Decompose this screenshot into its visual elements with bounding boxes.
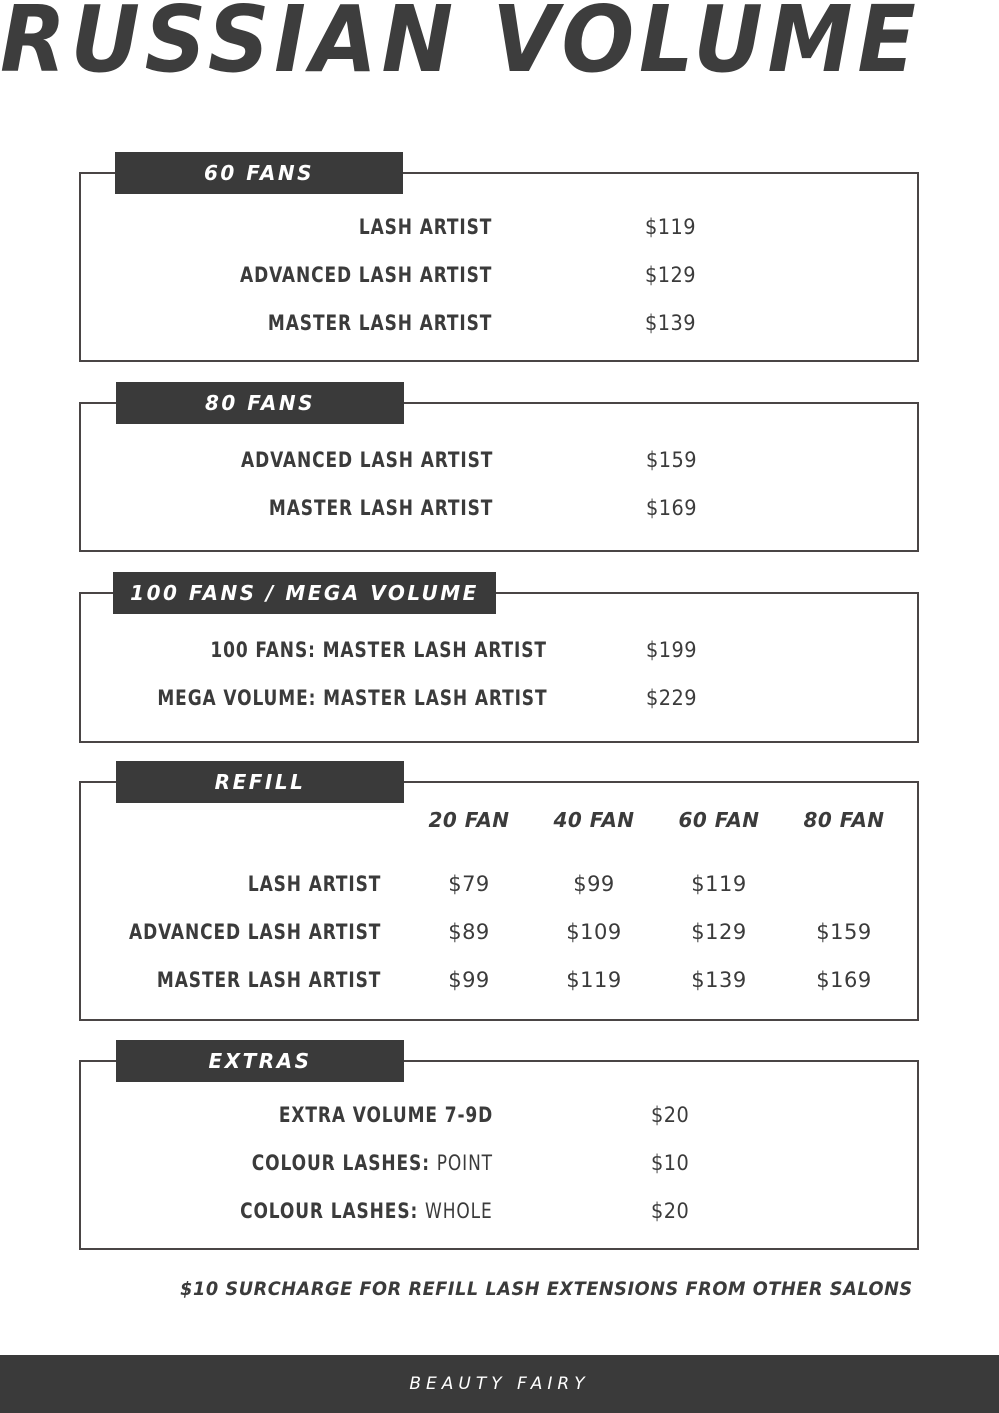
row-label: COLOUR LASHES: WHOLE: [240, 1199, 493, 1223]
row-price: $10: [651, 1151, 690, 1175]
tab-refill: REFILL: [116, 761, 404, 803]
footer-brand: BEAUTY FAIRY: [0, 1355, 999, 1413]
row-label: ADVANCED LASH ARTIST: [128, 920, 381, 944]
row-label: 100 FANS: MASTER LASH ARTIST: [210, 638, 547, 662]
row-label: ADVANCED LASH ARTIST: [240, 448, 493, 472]
refill-price: $169: [816, 968, 872, 992]
section-80-fans: [79, 402, 919, 552]
row-price: $139: [645, 311, 697, 335]
refill-price: $139: [691, 968, 747, 992]
surcharge-note: $10 SURCHARGE FOR REFILL LASH EXTENSIONS FROM OTHER SALONS: [180, 1278, 913, 1300]
row-price: $20: [651, 1103, 690, 1127]
row-price: $229: [646, 686, 698, 710]
section-60-fans: [79, 172, 919, 362]
refill-price: $99: [448, 968, 490, 992]
row-label: LASH ARTIST: [358, 215, 492, 239]
row-label: COLOUR LASHES: POINT: [251, 1151, 493, 1175]
row-label: MASTER LASH ARTIST: [268, 496, 493, 520]
page-title: RUSSIAN VOLUME: [0, 0, 921, 93]
refill-price: $109: [566, 920, 622, 944]
refill-price: $79: [448, 872, 490, 896]
row-price: $119: [645, 215, 697, 239]
row-price: $159: [646, 448, 698, 472]
refill-price: $99: [573, 872, 615, 896]
refill-price: $119: [691, 872, 747, 896]
row-price: $199: [646, 638, 698, 662]
row-label: ADVANCED LASH ARTIST: [239, 263, 492, 287]
tab-60-fans: 60 FANS: [115, 152, 403, 194]
row-price: $169: [646, 496, 698, 520]
row-label: MASTER LASH ARTIST: [267, 311, 492, 335]
refill-column-header: 60 FAN: [678, 808, 760, 832]
row-label: MASTER LASH ARTIST: [156, 968, 381, 992]
refill-column-header: 80 FAN: [803, 808, 885, 832]
refill-price: $129: [691, 920, 747, 944]
tab-extras: EXTRAS: [116, 1040, 404, 1082]
refill-column-header: 20 FAN: [428, 808, 510, 832]
section-mega-volume: [79, 592, 919, 743]
row-price: $20: [651, 1199, 690, 1223]
row-label: EXTRA VOLUME 7-9D: [278, 1103, 493, 1127]
refill-column-header: 40 FAN: [553, 808, 635, 832]
refill-price: $89: [448, 920, 490, 944]
row-label: LASH ARTIST: [247, 872, 381, 896]
tab-mega-volume: 100 FANS / MEGA VOLUME: [113, 572, 496, 614]
section-extras: [79, 1060, 919, 1250]
row-label: MEGA VOLUME: MASTER LASH ARTIST: [156, 686, 547, 710]
refill-price: $119: [566, 968, 622, 992]
row-price: $129: [645, 263, 697, 287]
tab-80-fans: 80 FANS: [116, 382, 404, 424]
refill-price: $159: [816, 920, 872, 944]
